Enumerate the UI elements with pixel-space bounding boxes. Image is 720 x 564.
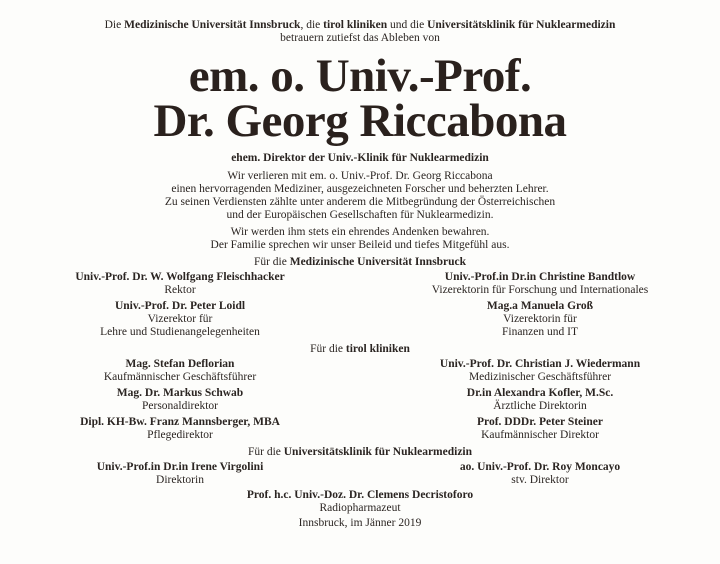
intro-text: Die: [104, 19, 125, 31]
signatory-name: Prof. h.c. Univ.-Doz. Dr. Clemens Decristoforo: [246, 489, 474, 501]
tribute-line: Zu seinen Verdiensten zählte unter anderem die Mitbegründung der Österreichischen: [164, 196, 556, 208]
tribute-paragraph: [0, 170, 720, 222]
signatory: [360, 300, 720, 339]
signatory-title: Ärztliche Direktorin: [493, 400, 587, 412]
signatory-name: Univ.-Prof. Dr. W. Wolfgang Fleischhacker: [75, 271, 285, 283]
signatory-row: [0, 271, 720, 297]
section-org: Medizinische Universität Innsbruck: [289, 256, 467, 268]
signatory-title: Personaldirektor: [141, 400, 218, 412]
place-date: Innsbruck, im Jänner 2019: [298, 517, 422, 529]
section-med-uni: [0, 256, 720, 339]
signatory-title: Vizerektor für: [147, 313, 213, 325]
signatory: [360, 416, 720, 442]
section-prefix: Für die: [247, 446, 284, 458]
signatory-title: Direktorin: [156, 474, 204, 486]
section-heading: [0, 446, 720, 459]
deceased-title: em. o. Univ.-Prof.: [188, 50, 532, 102]
intro-line-2: betrauern zutiefst das Ableben von: [280, 32, 440, 44]
section-prefix: Für die: [253, 256, 290, 268]
signatory: [360, 358, 720, 384]
signatory: [0, 461, 360, 487]
signatory-name: Prof. DDDr. Peter Steiner: [477, 416, 603, 428]
section-tirol-kliniken: [0, 343, 720, 442]
signatory: [0, 416, 360, 442]
signatory-name: Dr.in Alexandra Kofler, M.Sc.: [466, 387, 614, 399]
section-org: Universitätsklinik für Nuklearmedizin: [283, 446, 473, 458]
signatory-title: Finanzen und IT: [501, 326, 578, 338]
section-nuklearmedizin: [0, 446, 720, 515]
signatory-title: Medizinischer Geschäftsführer: [468, 371, 612, 383]
signatory-row: [0, 300, 720, 339]
section-heading: [0, 343, 720, 356]
condolence-line: Der Familie sprechen wir unser Beileid und tiefes Mitgefühl aus.: [210, 239, 510, 251]
condolence-paragraph: [0, 226, 720, 252]
signatory-center: [0, 489, 720, 515]
signatory-name: Mag. Stefan Deflorian: [125, 358, 235, 370]
org-tirol-kliniken: tirol kliniken: [323, 19, 388, 31]
signatory-row: [0, 387, 720, 413]
signatory-title: Vizerektorin für Forschung und Internationales: [431, 284, 649, 296]
signatory: [360, 271, 720, 297]
signatory: [0, 271, 360, 297]
tribute-line: einen hervorragenden Mediziner, ausgezeichneten Forscher und beherzten Lehrer.: [171, 183, 549, 195]
intro-line-1: [0, 0, 720, 32]
signatory-name: Univ.-Prof.in Dr.in Christine Bandtlow: [444, 271, 636, 283]
tribute-line: Wir verlieren mit em. o. Univ.-Prof. Dr. Georg Riccabona: [227, 170, 493, 182]
signatory: [360, 387, 720, 413]
signatory-name: Mag.a Manuela Groß: [486, 300, 594, 312]
tribute-line: und der Europäischen Gesellschaften für Nuklearmedizin.: [226, 209, 494, 221]
signatory: [0, 358, 360, 384]
signatory-title: stv. Direktor: [511, 474, 569, 486]
signatory-name: Dipl. KH-Bw. Franz Mannsberger, MBA: [80, 416, 280, 428]
signatory: [0, 387, 360, 413]
signatory-row: [0, 461, 720, 487]
section-org: tirol kliniken: [345, 343, 410, 355]
signatory-title: Pflegedirektor: [147, 429, 213, 441]
signatory-row: [0, 358, 720, 384]
signatory-row: [0, 416, 720, 442]
org-med-uni: Medizinische Universität Innsbruck: [124, 19, 301, 31]
signatory: [360, 461, 720, 487]
signatory-title: Vizerektorin für: [503, 313, 577, 325]
deceased-name: Dr. Georg Riccabona: [153, 95, 567, 147]
org-nuklearmedizin: Universitätsklinik für Nuklearmedizin: [427, 19, 616, 31]
signatory-name: ao. Univ.-Prof. Dr. Roy Moncayo: [459, 461, 621, 473]
signatory: [0, 300, 360, 339]
signatory-title: Radiopharmazeut: [319, 502, 401, 514]
signatory-title: Rektor: [164, 284, 196, 296]
intro-text: und die: [387, 19, 428, 31]
signatory-title: Kaufmännischer Direktor: [481, 429, 599, 441]
signatory-title: Kaufmännischer Geschäftsführer: [103, 371, 257, 383]
section-prefix: Für die: [310, 343, 346, 355]
intro-text: , die: [300, 19, 324, 31]
signatory-name: Univ.-Prof. Dr. Peter Loidl: [114, 300, 246, 312]
signatory-name: Univ.-Prof. Dr. Christian J. Wiedermann: [439, 358, 641, 370]
signatory-name: Univ.-Prof.in Dr.in Irene Virgolini: [96, 461, 264, 473]
section-heading: [0, 256, 720, 269]
signatory-name: Mag. Dr. Markus Schwab: [116, 387, 244, 399]
signatory-title: Lehre und Studienangelegenheiten: [100, 326, 260, 338]
condolence-line: Wir werden ihm stets ein ehrendes Andenken bewahren.: [230, 226, 490, 238]
deceased-role: ehem. Direktor der Univ.-Klinik für Nuklearmedizin: [231, 152, 489, 164]
